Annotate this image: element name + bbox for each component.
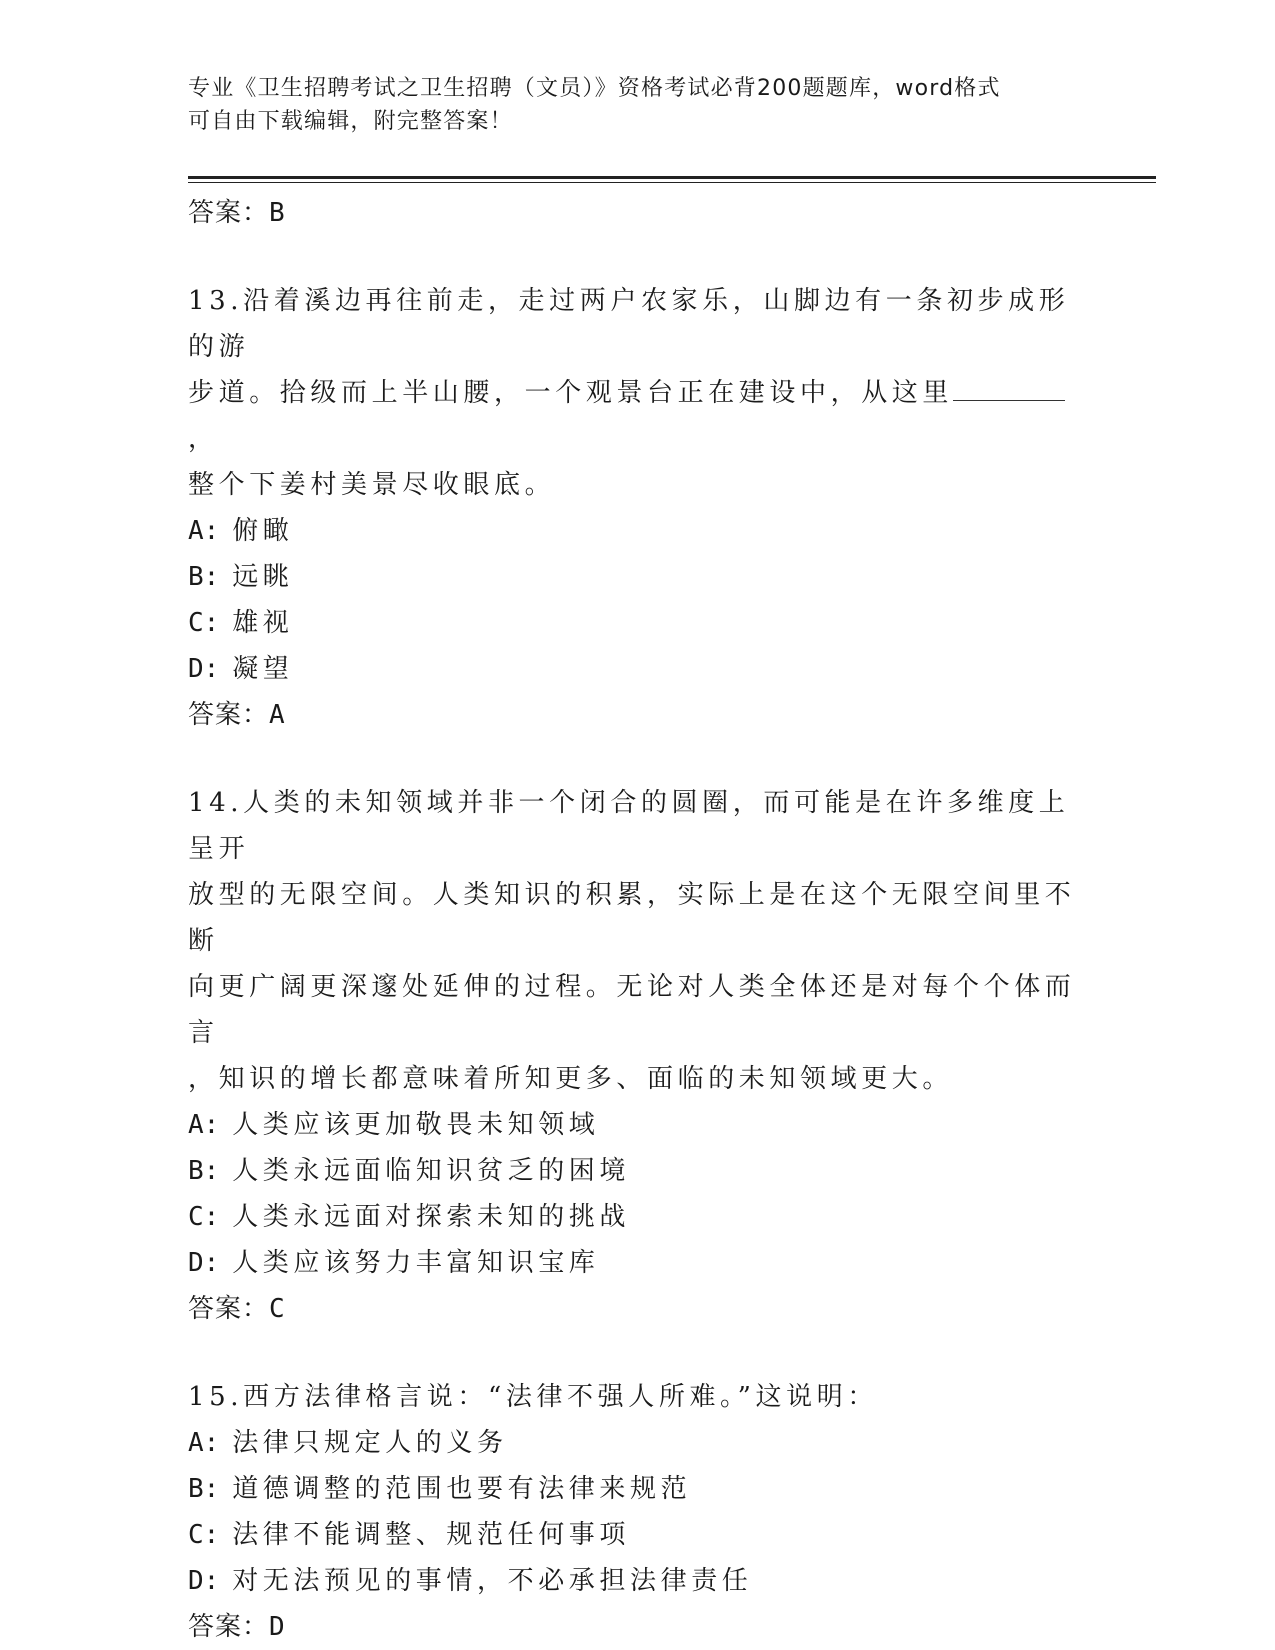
option-d: [188, 646, 1088, 692]
stem-line: 15.西方法律格言说：“法律不强人所难。”这说明：: [188, 1382, 878, 1412]
question-15: [188, 1374, 1088, 1650]
header-rule-thin: [188, 182, 1156, 183]
option-text: 法律只规定人的义务: [232, 1428, 508, 1458]
stem-text: ，: [188, 424, 219, 454]
question-stem: [188, 278, 1088, 508]
answer-label: 答案：: [188, 1294, 270, 1324]
option-text: 人类应该努力丰富知识宝库: [232, 1248, 600, 1278]
stem-line: ，知识的增长都意味着所知更多、面临的未知领域更大。: [188, 1064, 954, 1094]
question-answer: [188, 1604, 1088, 1650]
option-letter: B:: [188, 1474, 220, 1504]
option-text: 人类永远面对探索未知的挑战: [232, 1202, 630, 1232]
stem-line: 放型的无限空间。人类知识的积累，实际上是在这个无限空间里不断: [188, 880, 1076, 956]
question-answer: [188, 1286, 1088, 1332]
option-letter: C:: [188, 1520, 220, 1550]
stem-line: 13.沿着溪边再往前走，走过两户农家乐，山脚边有一条初步成形的游: [188, 286, 1070, 362]
option-text: 人类应该更加敬畏未知领域: [232, 1110, 600, 1140]
stem-text: 步道。拾级而上半山腰，一个观景台正在建设中，从这里: [188, 378, 954, 408]
option-text: 俯瞰: [232, 516, 294, 546]
option-letter: C:: [188, 1202, 220, 1232]
option-a: [188, 1102, 1088, 1148]
answer-label: 答案：: [188, 700, 270, 730]
option-c: [188, 1194, 1088, 1240]
option-b: [188, 1466, 1088, 1512]
option-d: [188, 1240, 1088, 1286]
answer-value: C: [269, 1294, 286, 1324]
option-text: 凝望: [232, 654, 294, 684]
answer-value: A: [269, 700, 286, 730]
answer-label: 答案：: [188, 198, 270, 228]
option-b: [188, 1148, 1088, 1194]
option-c: [188, 600, 1088, 646]
option-text: 人类永远面临知识贫乏的困境: [232, 1156, 630, 1186]
stem-line: 整个下姜村美景尽收眼底。: [188, 470, 556, 500]
question-stem: [188, 780, 1088, 1102]
option-c: [188, 1512, 1088, 1558]
stem-line: 14.人类的未知领域并非一个闭合的圆圈，而可能是在许多维度上呈开: [188, 788, 1070, 864]
option-letter: C:: [188, 608, 220, 638]
option-a: [188, 1420, 1088, 1466]
header-line-1: 专业《卫生招聘考试之卫生招聘（文员）》资格考试必背200题题库，word格式: [188, 76, 1001, 101]
stem-line: 向更广阔更深邃处延伸的过程。无论对人类全体还是对每个个体而言: [188, 972, 1076, 1048]
option-letter: A:: [188, 1110, 220, 1140]
header-line-2: 可自由下载编辑，附完整答案！: [188, 109, 513, 134]
option-letter: D:: [188, 1566, 220, 1596]
question-answer: [188, 692, 1088, 738]
option-text: 远眺: [232, 562, 294, 592]
question-stem: [188, 1374, 1088, 1420]
answer-value: D: [269, 1612, 286, 1642]
document-header: [188, 72, 1088, 138]
previous-answer: [188, 190, 1088, 236]
document-body: [188, 190, 1088, 1650]
option-d: [188, 1558, 1088, 1604]
option-letter: A:: [188, 516, 220, 546]
option-letter: D:: [188, 654, 220, 684]
option-text: 法律不能调整、规范任何事项: [232, 1520, 630, 1550]
option-text: 雄视: [232, 608, 294, 638]
option-letter: D:: [188, 1248, 220, 1278]
option-letter: B:: [188, 1156, 220, 1186]
question-13: [188, 278, 1088, 738]
answer-label: 答案：: [188, 1612, 270, 1642]
option-a: [188, 508, 1088, 554]
option-b: [188, 554, 1088, 600]
answer-value: B: [269, 198, 286, 228]
option-text: 对无法预见的事情，不必承担法律责任: [232, 1566, 753, 1596]
option-letter: A:: [188, 1428, 220, 1458]
fill-in-blank: [953, 370, 1065, 401]
option-text: 道德调整的范围也要有法律来规范: [232, 1474, 692, 1504]
header-rule-thick: [188, 176, 1156, 179]
option-letter: B:: [188, 562, 220, 592]
stem-line: [188, 370, 1088, 462]
question-14: [188, 780, 1088, 1332]
